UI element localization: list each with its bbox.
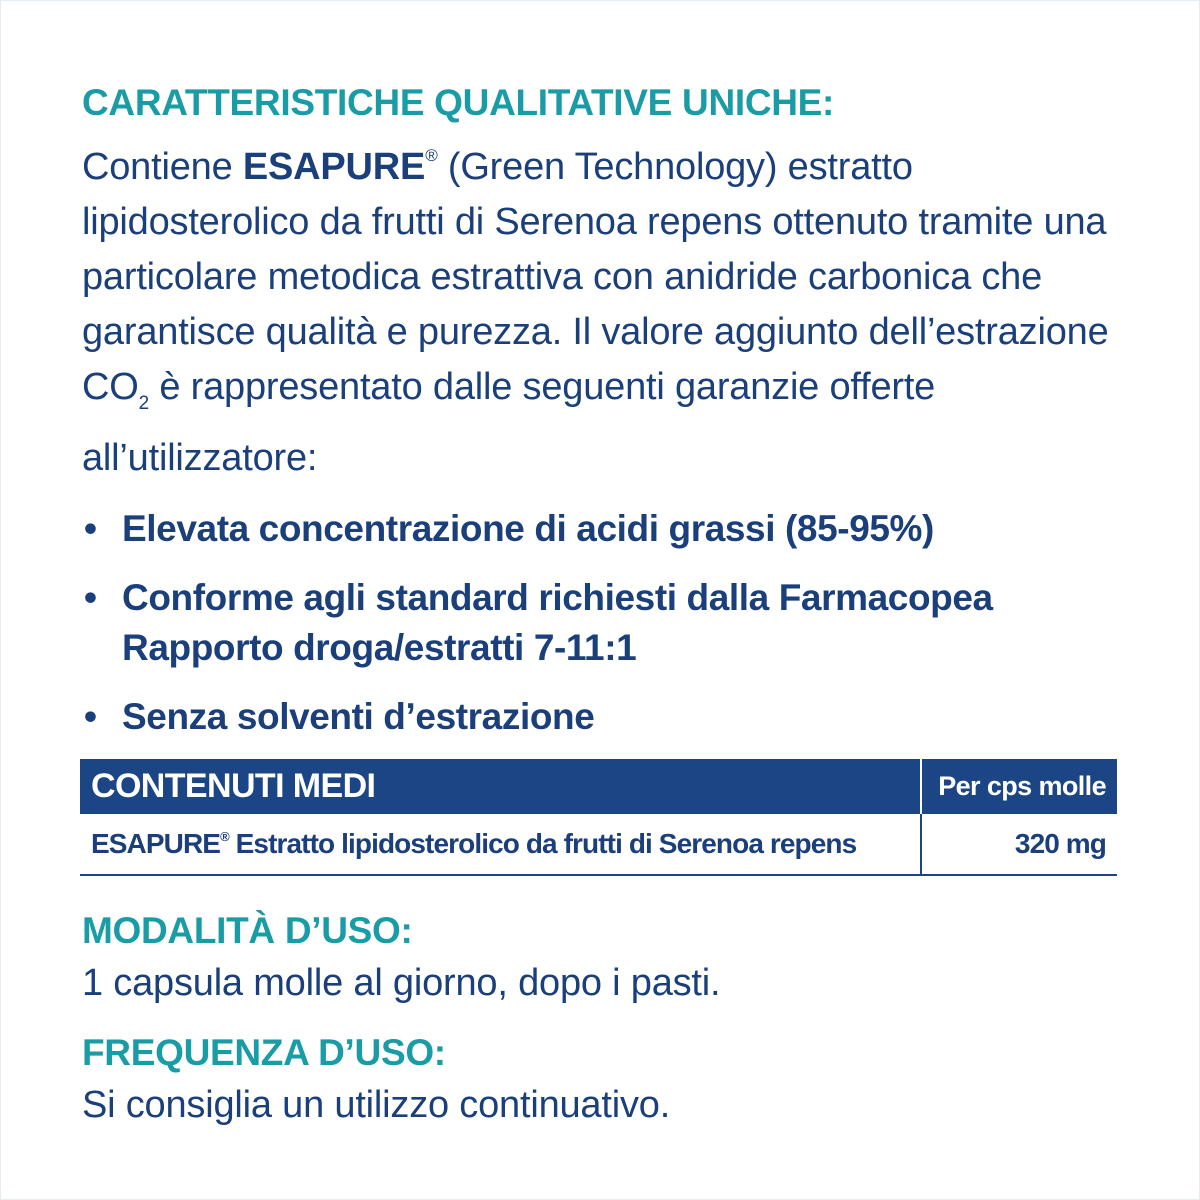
description-end: è rappresentato dalle seguenti garanzie offerte all’utilizzatore: [82,366,936,479]
list-item-text: Elevata concentrazione di acidi grassi (85-95%) [122,508,934,549]
list-item-text: Conforme agli standard richiesti dalla Farmacopea Rapporto droga/estratti 7-11:1 [122,577,993,668]
co2-subscript: 2 [138,393,149,414]
quality-section [82,78,1142,761]
row-registered-mark: ® [220,829,229,844]
bullet-icon: • [84,696,97,737]
usage-heading: MODALITÀ D’USO: [82,910,413,951]
brand-name: ESAPURE [242,146,426,188]
description-intro: Contiene [82,146,243,188]
row-amount: 320 mg [921,814,1117,875]
header-per-capsule: Per cps molle [921,759,1117,814]
guarantee-list [82,504,1142,742]
quality-heading: CARATTERISTICHE QUALITATIVE UNICHE: [82,82,835,123]
usage-section [82,906,1142,1011]
usage-text: 1 capsula molle al giorno, dopo i pasti. [82,962,721,1004]
row-ingredient [80,814,921,875]
list-item [82,504,1142,554]
description-body: (Green Technology) estratto lipidosterolico da frutti di Serenoa repens ottenuto tramite una particolare metodica estrattiva con anidride carbonica che garantisce qualità e purezza. Il valore aggiunto dell’estrazione CO [82,146,1109,408]
list-item-text: Senza solventi d’estrazione [122,696,595,737]
bullet-icon: • [84,577,97,618]
list-item [82,692,1142,742]
contents-table [80,759,1117,876]
list-item [82,573,1142,673]
table-row [80,814,1117,875]
row-label: Estratto lipidosterolico da frutti di Serenoa repens [228,828,857,859]
frequency-heading: FREQUENZA D’USO: [82,1032,446,1073]
registered-mark: ® [425,146,438,165]
bullet-icon: • [84,508,97,549]
quality-description [82,128,1142,486]
header-contents: CONTENUTI MEDI [80,759,921,814]
table-header-row [80,759,1117,814]
frequency-text: Si consiglia un utilizzo continuativo. [82,1084,671,1126]
row-brand: ESAPURE [91,828,221,859]
frequency-section [82,1028,1142,1133]
